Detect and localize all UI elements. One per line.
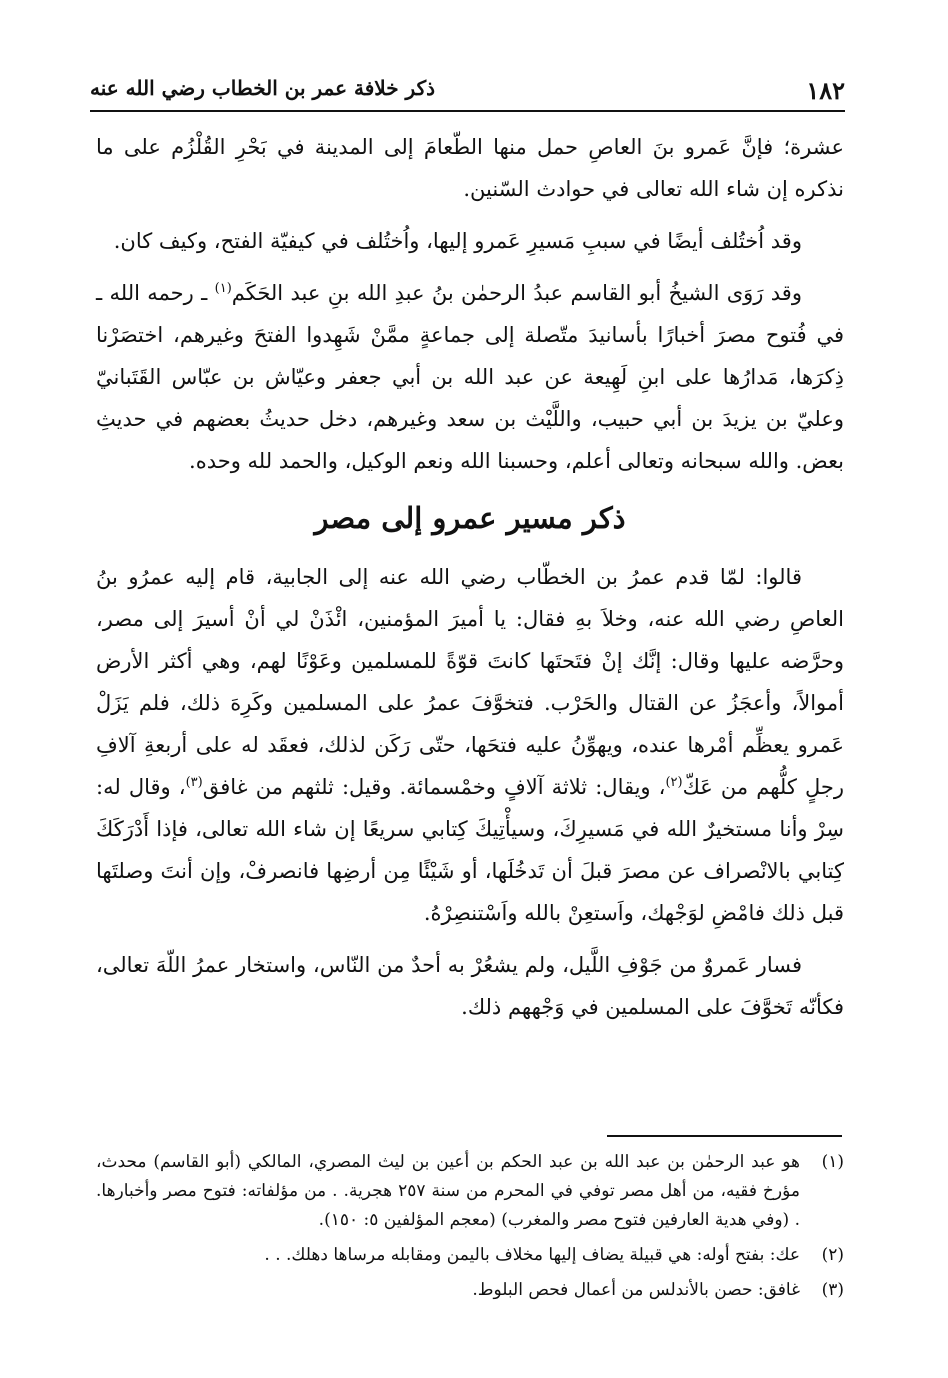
footnote-separator: [607, 1135, 842, 1137]
paragraph: وقد اُختُلف أيضًا في سببِ مَسيرِ عَمرو إليها، واُختُلف في كيفيّة الفتح، وكيف كان.: [113, 229, 802, 253]
page-header: [90, 70, 845, 104]
footnotes: [96, 1148, 844, 1311]
paragraph-text: ـ رحمه الله ـ في فُتوح مصرَ أخبارًا بأسانيدَ متّصلة إلى جماعةٍ ممَّنْ شَهِدوا الفتحَ وغيرهم، اختصَرْنا ذِكرَها، مَدارُها على ابنِ لَهِيعة عن عبد الله بن أبي جعفر وعيّاش بن عبّاس القَتَبانيّ وعليّ بن يزيدَ بن أبي حبيب، واللَّيْث بن سعد وغيرهم، دخل حديثُ بعضهم في حديثِ بعض. والله سبحانه وتعالى أعلم، وحسبنا الله ونعم الوكيل، والحمد لله وحده.: [96, 281, 844, 473]
paragraph-text: ، ويقال: ثلاثة آلافٍ وخمْسمائة. وقيل: ثلثهم من غافق: [202, 775, 666, 799]
footnote-number: (٣): [821, 1280, 844, 1300]
footnote-text: غافق: حصن بالأندلس من أعمال فحص البلوط.: [472, 1280, 800, 1300]
paragraph-ibn-abd-al-hakam: [96, 272, 844, 482]
footnote-1: [96, 1148, 844, 1235]
running-title: ذكر خلافة عمر بن الخطاب رضي الله عنه: [90, 76, 435, 100]
footnote-number: (١): [821, 1152, 844, 1172]
footnote-2: [96, 1241, 844, 1270]
footnote-text: هو عبد الرحمٰن بن عبد الله بن عبد الحكم بن أعين بن ليث المصري، المالكي (أبو القاسم) محدث، مؤرخ فقيه، من أهل مصر توفي في المحرم من سنة ٢٥٧ هجرية. . من مؤلفاته: فتوح مصر وأخبارها. . (وفي هدية العارفين فتوح مصر والمغرب) (معجم المؤلفين ٥: ١٥٠).: [96, 1152, 801, 1230]
header-rule: [90, 110, 845, 112]
footnote-3: [96, 1276, 844, 1305]
footnote-marker-1: (١): [214, 281, 232, 296]
paragraph: فسار عَمروٌ من جَوْفِ اللَّيل، ولم يشعُرْ به أحدٌ من النّاس، واستخار عمرُ اللّهَ تعالى، فكأنّه تَخوَّفَ على المسلمين في وَجْههم ذلك.: [96, 953, 844, 1019]
footnote-marker-3: (٣): [185, 775, 203, 790]
main-text: [96, 126, 844, 1038]
footnote-number: (٢): [821, 1245, 844, 1265]
paragraph-text: ، وقال له: سِرْ وأنا مستخيرٌ الله في مَسيرِكَ، وسيأْتِيكَ كِتابي سريعًا إن شاء الله تعالى، فإذا أَدْرَكَكَ كِتابي بالانْصراف عن مصرَ قبلَ أن تَدخُلَها، أو شَيْئًا مِن أرضِها فانصرفْ، وإن أنتَ وصلتَها قبل ذلك فامْضِ لوَجْهك، واَستعِنْ بالله واَسْتنصِرْهُ.: [96, 775, 844, 925]
footnote-marker-2: (٢): [665, 775, 683, 790]
section-heading: ذكر مسير عمرو إلى مصر: [314, 501, 626, 535]
paragraph-qalu: [96, 556, 844, 934]
paragraph-text: وقد رَوَى الشيخُ أبو القاسم عبدُ الرحمٰن بنُ عبدِ الله بنِ عبد الحَكَم: [231, 281, 802, 305]
paragraph-continuation: عشرة؛ فإنَّ عَمرو بنَ العاصِ حمل منها الطّعامَ إلى المدينة في بَحْرِ القُلْزُم على ما نذكره إن شاء الله تعالى في حوادث السّنين.: [96, 135, 844, 201]
page-number: ١٨٢: [806, 76, 845, 105]
paragraph-text: قالوا: لمّا قدم عمرُ بن الخطّاب رضي الله عنه إلى الجابية، قام إليه عمرُو بنُ العاصِ رضي الله عنه، وخلاَ بهِ فقال: يا أميرَ المؤمنين، ائْذَنْ لي أنْ أسيرَ إلى مصر، وحرَّضه عليها وقال: إنَّك إنْ فتَحتَها كانتَ قوّةً للمسلمين وعَوْنًا لهم، وهي أكثر الأرض أموالاً، وأعجَزُ عن القتال والحَرْب. فتخوَّفَ عمرُ على المسلمين وكَرِهَ ذلك، فلم يَزَلْ عَمرو يعظِّم أمْرها عنده، ويهوِّنُ عليه فتحَها، حتّى رَكَن لذلك، فعقَد له على أربعةِ آلافِ رجلٍ كلُّهم من عَكّ: [96, 565, 844, 799]
footnote-text: عك: بفتح أوله: هي قبيلة يضاف إليها مخلاف باليمن ومقابله مرساها دهلك. . .: [264, 1245, 800, 1265]
